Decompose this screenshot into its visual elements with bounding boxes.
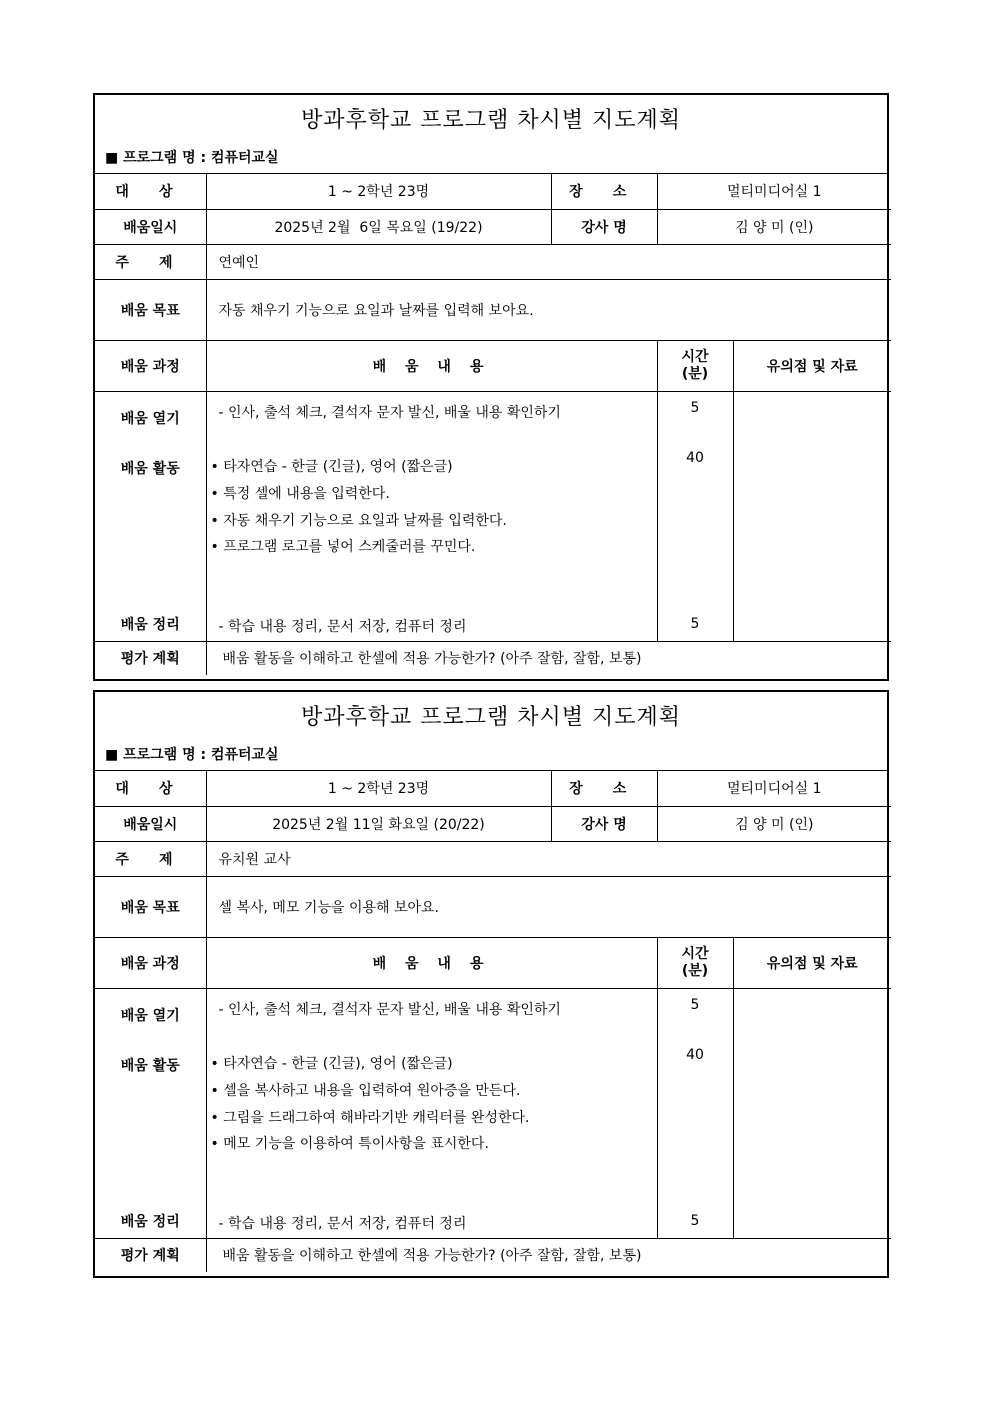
content-column: [206, 391, 657, 641]
eval-value: 배움 활동을 이해하고 한셀에 적용 가능한가? (아주 잘함, 잘함, 보통): [206, 641, 891, 675]
time-column: [657, 391, 733, 641]
open-text: - 인사, 출석 체크, 결석자 문자 발신, 배울 내용 확인하기: [218, 1001, 561, 1018]
topic-value: 유치원 교사: [206, 841, 891, 876]
plan-table: [95, 174, 891, 675]
date-label: 배움일시: [95, 806, 206, 841]
close-text: - 학습 내용 정리, 문서 저장, 컴퓨터 정리: [218, 1215, 467, 1232]
program-name: ■ 프로그램 명 : 컴퓨터교실: [105, 747, 279, 763]
goal-label: 배움 목표: [95, 279, 206, 340]
process-label: 배움 과정: [95, 340, 206, 391]
activity-line: • 타자연습 - 한글 (긴글), 영어 (짧은글): [210, 1055, 453, 1072]
goal-label: 배움 목표: [95, 876, 206, 937]
plan-header: [95, 95, 887, 174]
program-name: ■ 프로그램 명 : 컴퓨터교실: [105, 150, 279, 166]
lesson-plan-1: [93, 93, 889, 681]
stage-column: [95, 391, 206, 641]
target-value: 1 ~ 2학년 23명: [206, 174, 551, 209]
stage-close: 배움 정리: [120, 616, 180, 633]
content-label: 배 움 내 용: [206, 937, 657, 988]
stage-open: 배움 열기: [120, 410, 180, 427]
notes-column: [733, 988, 891, 1238]
time-label: [657, 937, 733, 988]
teacher-label: 강사 명: [551, 209, 657, 244]
open-text: - 인사, 출석 체크, 결석자 문자 발신, 배울 내용 확인하기: [218, 404, 561, 421]
notes-column: [733, 391, 891, 641]
time-label-line1: 시간: [681, 348, 709, 365]
activity-line: • 셀을 복사하고 내용을 입력하여 원아증을 만든다.: [210, 1082, 521, 1099]
teacher-label: 강사 명: [551, 806, 657, 841]
time-activity: 40: [686, 1046, 704, 1063]
time-label-line2: (분): [681, 962, 709, 979]
place-label: 장 소: [551, 771, 657, 806]
target-label: 대 상: [95, 174, 206, 209]
time-label-line1: 시간: [681, 945, 709, 962]
topic-label: 주 제: [95, 244, 206, 279]
content-label: 배 움 내 용: [206, 340, 657, 391]
time-label-line2: (분): [681, 365, 709, 382]
activity-line: • 메모 기능을 이용하여 특이사항을 표시한다.: [210, 1135, 489, 1152]
time-column: [657, 988, 733, 1238]
target-value: 1 ~ 2학년 23명: [206, 771, 551, 806]
content-column: [206, 988, 657, 1238]
activity-line: • 그림을 드래그하여 해바라기반 캐릭터를 완성한다.: [210, 1109, 530, 1126]
time-open: 5: [690, 996, 700, 1013]
stage-close: 배움 정리: [120, 1213, 180, 1230]
notes-label: 유의점 및 자료: [733, 340, 891, 391]
teacher-value: 김 양 미 (인): [657, 806, 891, 841]
activity-line: • 자동 채우기 기능으로 요일과 날짜를 입력한다.: [210, 512, 507, 529]
eval-value: 배움 활동을 이해하고 한셀에 적용 가능한가? (아주 잘함, 잘함, 보통): [206, 1238, 891, 1272]
activity-line: • 타자연습 - 한글 (긴글), 영어 (짧은글): [210, 458, 453, 475]
close-text: - 학습 내용 정리, 문서 저장, 컴퓨터 정리: [218, 618, 467, 635]
time-open: 5: [690, 399, 700, 416]
activity-line: • 특정 셀에 내용을 입력한다.: [210, 485, 390, 502]
plan-table: [95, 771, 891, 1272]
topic-label: 주 제: [95, 841, 206, 876]
time-close: 5: [690, 1212, 700, 1229]
goal-value: 셀 복사, 메모 기능을 이용해 보아요.: [206, 876, 891, 937]
process-label: 배움 과정: [95, 937, 206, 988]
stage-activity: 배움 활동: [120, 460, 180, 477]
activity-line: • 프로그램 로고를 넣어 스케줄러를 꾸민다.: [210, 538, 476, 555]
date-value: 2025년 2월 11일 화요일 (20/22): [206, 806, 551, 841]
notes-label: 유의점 및 자료: [733, 937, 891, 988]
time-activity: 40: [686, 449, 704, 466]
place-value: 멀티미디어실 1: [657, 174, 891, 209]
date-label: 배움일시: [95, 209, 206, 244]
place-value: 멀티미디어실 1: [657, 771, 891, 806]
place-label: 장 소: [551, 174, 657, 209]
target-label: 대 상: [95, 771, 206, 806]
stage-activity: 배움 활동: [120, 1057, 180, 1074]
eval-label: 평가 계획: [95, 1238, 206, 1272]
teacher-value: 김 양 미 (인): [657, 209, 891, 244]
plan-title: 방과후학교 프로그램 차시별 지도계획: [300, 705, 681, 730]
time-close: 5: [690, 615, 700, 632]
stage-column: [95, 988, 206, 1238]
time-label: [657, 340, 733, 391]
date-value: 2025년 2월 6일 목요일 (19/22): [206, 209, 551, 244]
plan-title: 방과후학교 프로그램 차시별 지도계획: [300, 108, 681, 133]
stage-open: 배움 열기: [120, 1007, 180, 1024]
eval-label: 평가 계획: [95, 641, 206, 675]
lesson-plan-2: [93, 690, 889, 1278]
plan-header: [95, 692, 887, 771]
goal-value: 자동 채우기 기능으로 요일과 날짜를 입력해 보아요.: [206, 279, 891, 340]
topic-value: 연예인: [206, 244, 891, 279]
